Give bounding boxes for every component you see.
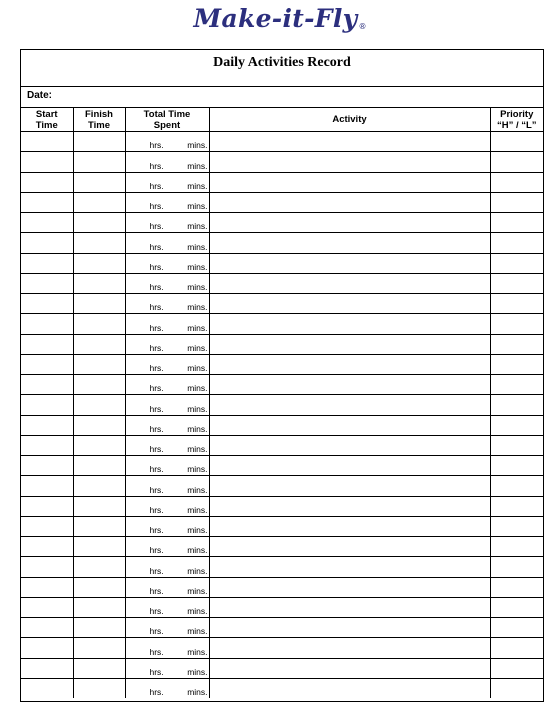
activity-cell[interactable] [209,435,490,455]
total-time-cell[interactable] [125,334,209,354]
mins-label: mins. [187,282,208,292]
activity-cell[interactable] [209,516,490,536]
table-row [21,435,543,455]
activities-table [21,108,543,698]
finish-time-cell[interactable] [73,516,125,536]
hrs-label: hrs. [149,464,164,475]
mins-label: mins. [187,403,208,414]
total-time-cell[interactable] [125,638,209,658]
start-time-cell[interactable] [21,132,73,152]
start-time-cell[interactable] [21,192,73,212]
priority-cell[interactable] [490,496,543,516]
priority-cell[interactable] [490,476,543,496]
priority-cell[interactable] [490,516,543,536]
total-time-cell[interactable] [125,213,209,233]
total-time-cell[interactable] [125,253,209,273]
finish-time-cell[interactable] [73,334,125,354]
header-start-time: Start Time [21,108,73,132]
activity-cell[interactable] [209,537,490,557]
table-row [21,456,543,476]
start-time-cell[interactable] [21,354,73,374]
mins-label: mins. [187,383,208,394]
finish-time-cell[interactable] [73,618,125,638]
start-time-cell[interactable] [21,152,73,172]
activity-cell[interactable] [209,577,490,597]
hrs-label: hrs. [149,484,164,495]
start-time-cell[interactable] [21,213,73,233]
total-time-cell[interactable] [125,476,209,496]
mins-label: mins. [187,565,208,576]
hrs-label: hrs. [149,221,164,232]
activity-cell[interactable] [209,294,490,314]
finish-time-cell[interactable] [73,678,125,698]
table-row [21,152,543,172]
total-time-cell[interactable] [125,557,209,577]
finish-time-cell[interactable] [73,354,125,374]
hrs-label: hrs. [149,666,164,677]
hrs-label: hrs. [149,423,164,434]
table-row [21,253,543,273]
finish-time-cell[interactable] [73,658,125,678]
hrs-label: hrs. [149,363,164,373]
table-row [21,476,543,496]
hrs-label: hrs. [149,545,164,556]
hrs-label: hrs. [149,140,164,151]
start-time-cell[interactable] [21,496,73,516]
priority-cell[interactable] [490,435,543,455]
total-time-cell[interactable] [125,273,209,293]
mins-label: mins. [187,363,208,373]
table-row [21,172,543,192]
priority-cell[interactable] [490,618,543,638]
total-time-cell[interactable] [125,577,209,597]
mins-label: mins. [187,504,208,515]
activity-cell[interactable] [209,375,490,395]
finish-time-cell[interactable] [73,172,125,192]
header-total-time: Total Time Spent [125,108,209,132]
table-row [21,334,543,354]
hrs-label: hrs. [149,201,164,211]
total-time-cell[interactable] [125,537,209,557]
finish-time-cell[interactable] [73,496,125,516]
hrs-label: hrs. [149,606,164,616]
hrs-label: hrs. [149,525,164,535]
finish-time-cell[interactable] [73,314,125,334]
priority-cell[interactable] [490,375,543,395]
mins-label: mins. [187,302,208,313]
table-row [21,395,543,415]
table-row [21,658,543,678]
start-time-cell[interactable] [21,537,73,557]
activity-cell[interactable] [209,476,490,496]
table-row [21,537,543,557]
activity-cell[interactable] [209,334,490,354]
priority-cell[interactable] [490,678,543,698]
activity-cell[interactable] [209,253,490,273]
priority-cell[interactable] [490,415,543,435]
priority-cell[interactable] [490,334,543,354]
priority-cell[interactable] [490,577,543,597]
start-time-cell[interactable] [21,395,73,415]
finish-time-cell[interactable] [73,152,125,172]
mins-label: mins. [187,545,208,556]
total-time-cell[interactable] [125,597,209,617]
priority-cell[interactable] [490,192,543,212]
start-time-cell[interactable] [21,678,73,698]
hrs-label: hrs. [149,342,164,353]
activity-cell[interactable] [209,678,490,698]
total-time-cell[interactable] [125,152,209,172]
header-priority: Priority “H” / “L” [490,108,543,132]
mins-label: mins. [187,180,208,191]
start-time-cell[interactable] [21,314,73,334]
activity-cell[interactable] [209,597,490,617]
finish-time-cell[interactable] [73,213,125,233]
finish-time-cell[interactable] [73,415,125,435]
total-time-cell[interactable] [125,395,209,415]
table-row [21,678,543,698]
table-row [21,213,543,233]
table-row [21,496,543,516]
finish-time-cell[interactable] [73,273,125,293]
table-row [21,132,543,152]
registered-mark: ® [358,22,367,31]
activity-cell[interactable] [209,456,490,476]
date-field[interactable] [21,87,543,108]
hrs-label: hrs. [149,504,164,515]
finish-time-cell[interactable] [73,132,125,152]
mins-label: mins. [187,464,208,475]
table-row [21,638,543,658]
brand-logo [0,4,560,33]
finish-time-cell[interactable] [73,435,125,455]
total-time-cell[interactable] [125,192,209,212]
priority-cell[interactable] [490,172,543,192]
priority-cell[interactable] [490,597,543,617]
priority-cell[interactable] [490,354,543,374]
start-time-cell[interactable] [21,577,73,597]
mins-label: mins. [187,687,208,697]
start-time-cell[interactable] [21,233,73,253]
hrs-label: hrs. [149,403,164,414]
finish-time-cell[interactable] [73,577,125,597]
finish-time-cell[interactable] [73,253,125,273]
finish-time-cell[interactable] [73,456,125,476]
total-time-cell[interactable] [125,516,209,536]
mins-label: mins. [187,423,208,434]
finish-time-cell[interactable] [73,557,125,577]
priority-cell[interactable] [490,456,543,476]
finish-time-cell[interactable] [73,375,125,395]
hrs-label: hrs. [149,565,164,576]
priority-cell[interactable] [490,233,543,253]
hrs-label: hrs. [149,626,164,637]
table-header-row [21,108,543,132]
hrs-label: hrs. [149,261,164,272]
table-row [21,516,543,536]
priority-cell[interactable] [490,132,543,152]
table-row [21,597,543,617]
table-row [21,577,543,597]
start-time-cell[interactable] [21,334,73,354]
mins-label: mins. [187,484,208,495]
hrs-label: hrs. [149,444,164,454]
total-time-cell[interactable] [125,678,209,698]
header-activity: Activity [209,108,490,132]
priority-cell[interactable] [490,294,543,314]
total-time-cell[interactable] [125,294,209,314]
mins-label: mins. [187,525,208,535]
activity-cell[interactable] [209,314,490,334]
activity-cell[interactable] [209,395,490,415]
priority-cell[interactable] [490,253,543,273]
start-time-cell[interactable] [21,557,73,577]
mins-label: mins. [187,241,208,252]
priority-cell[interactable] [490,152,543,172]
hrs-label: hrs. [149,241,164,252]
hrs-label: hrs. [149,383,164,394]
table-row [21,273,543,293]
table-row [21,294,543,314]
priority-cell[interactable] [490,537,543,557]
activity-cell[interactable] [209,213,490,233]
mins-label: mins. [187,140,208,151]
table-row [21,233,543,253]
finish-time-cell[interactable] [73,638,125,658]
finish-time-cell[interactable] [73,395,125,415]
total-time-cell[interactable] [125,618,209,638]
start-time-cell[interactable] [21,172,73,192]
table-row [21,618,543,638]
activity-cell[interactable] [209,172,490,192]
table-row [21,314,543,334]
hrs-label: hrs. [149,646,164,657]
activity-cell[interactable] [209,354,490,374]
mins-label: mins. [187,160,208,171]
mins-label: mins. [187,201,208,211]
hrs-label: hrs. [149,322,164,333]
start-time-cell[interactable] [21,415,73,435]
start-time-cell[interactable] [21,618,73,638]
total-time-cell[interactable] [125,415,209,435]
total-time-cell[interactable] [125,658,209,678]
table-row [21,375,543,395]
finish-time-cell[interactable] [73,192,125,212]
priority-cell[interactable] [490,638,543,658]
mins-label: mins. [187,221,208,232]
table-row [21,192,543,212]
table-row [21,415,543,435]
activity-cell[interactable] [209,152,490,172]
hrs-label: hrs. [149,687,164,697]
hrs-label: hrs. [149,302,164,313]
priority-cell[interactable] [490,395,543,415]
table-row [21,557,543,577]
priority-cell[interactable] [490,658,543,678]
finish-time-cell[interactable] [73,294,125,314]
mins-label: mins. [187,585,208,596]
activity-cell[interactable] [209,273,490,293]
start-time-cell[interactable] [21,456,73,476]
finish-time-cell[interactable] [73,597,125,617]
start-time-cell[interactable] [21,375,73,395]
total-time-cell[interactable] [125,132,209,152]
hrs-label: hrs. [149,282,164,292]
mins-label: mins. [187,606,208,616]
start-time-cell[interactable] [21,658,73,678]
start-time-cell[interactable] [21,435,73,455]
priority-cell[interactable] [490,557,543,577]
total-time-cell[interactable] [125,456,209,476]
form-title: Daily Activities Record [21,50,543,87]
finish-time-cell[interactable] [73,537,125,557]
mins-label: mins. [187,342,208,353]
mins-label: mins. [187,646,208,657]
total-time-cell[interactable] [125,233,209,253]
hrs-label: hrs. [149,160,164,171]
activity-cell[interactable] [209,233,490,253]
brand-name: Make-it-Fly [193,4,358,33]
activity-cell[interactable] [209,638,490,658]
activity-cell[interactable] [209,415,490,435]
total-time-cell[interactable] [125,496,209,516]
total-time-cell[interactable] [125,375,209,395]
date-label: Date: [27,90,53,101]
table-row [21,354,543,374]
mins-label: mins. [187,444,208,454]
start-time-cell[interactable] [21,476,73,496]
mins-label: mins. [187,626,208,637]
start-time-cell[interactable] [21,294,73,314]
priority-cell[interactable] [490,213,543,233]
mins-label: mins. [187,322,208,333]
priority-cell[interactable] [490,273,543,293]
activity-cell[interactable] [209,618,490,638]
start-time-cell[interactable] [21,253,73,273]
start-time-cell[interactable] [21,516,73,536]
hrs-label: hrs. [149,180,164,191]
start-time-cell[interactable] [21,273,73,293]
priority-cell[interactable] [490,314,543,334]
activity-cell[interactable] [209,496,490,516]
total-time-cell[interactable] [125,354,209,374]
total-time-cell[interactable] [125,172,209,192]
activities-form [20,49,544,702]
total-time-cell[interactable] [125,314,209,334]
hrs-label: hrs. [149,585,164,596]
activity-cell[interactable] [209,132,490,152]
mins-label: mins. [187,261,208,272]
start-time-cell[interactable] [21,638,73,658]
mins-label: mins. [187,666,208,677]
header-finish-time: Finish Time [73,108,125,132]
activity-cell[interactable] [209,192,490,212]
finish-time-cell[interactable] [73,476,125,496]
activity-cell[interactable] [209,557,490,577]
start-time-cell[interactable] [21,597,73,617]
finish-time-cell[interactable] [73,233,125,253]
activity-cell[interactable] [209,658,490,678]
total-time-cell[interactable] [125,435,209,455]
